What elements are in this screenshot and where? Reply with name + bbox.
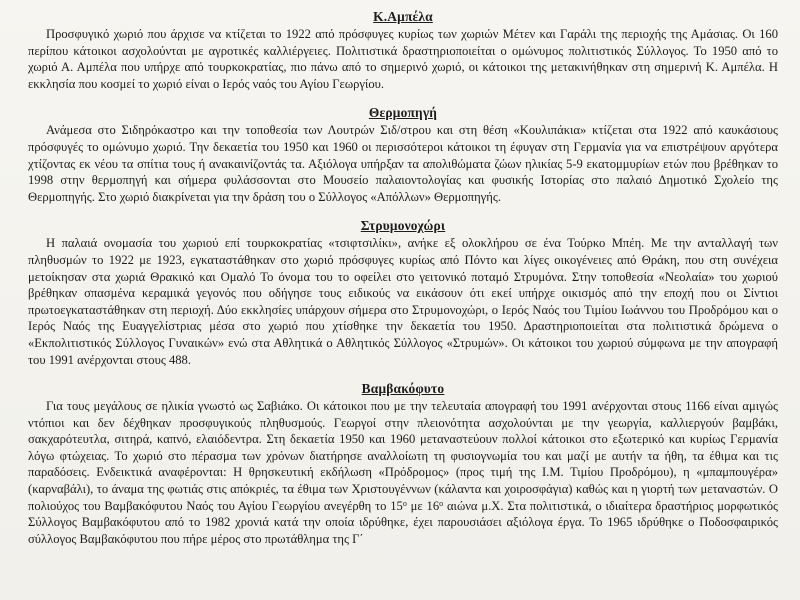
- section-title: Στρυμονοχώρι: [360, 218, 446, 234]
- section-thermopigi: [28, 104, 778, 205]
- superscript-ordinal: ο: [439, 498, 444, 508]
- section-body: Προσφυγικό χωριό που άρχισε να κτίζεται το 1922 από πρόσφυγες κυρίως των χωριών Μέτεν και Γαράλι της περιοχής της Αμάσιας. Οι 160 περίπου κάτοικοι ασχολούνται με αγροτικές καλλιέργειες. Πολιτιστικά δραστηριοποιείται ο ομώνυμος πολιτιστικός Σύλλογος. Το 1950 από το χωριό Α. Αμπέλα που υπήρχε από τουρκοκρατίας, πιο πάνω από το σημερινό χωριό, οι κάτοικοι της μετακινήθηκαν στη σημερινή Κ. Αμπέλα. Η εκκλησία που κοσμεί το χωριό είναι ο Ιερός ναός του Αγίου Γεωργίου.: [28, 27, 778, 91]
- section-title: Βαμβακόφυτο: [361, 381, 445, 397]
- superscript-ordinal: ο: [402, 498, 407, 508]
- section-title: Θερμοπηγή: [368, 105, 438, 121]
- body-text-part: με 16: [406, 498, 440, 513]
- body-text-part: Για τους μεγάλους σε ηλικία γνωστό ως Σαβιάκο. Οι κάτοικοι που με την τελευταία απογραφή του 1991 ανέρχονται στους 1166 είναι αμιγώς ντόπιοι και δεν δέχθηκαν προσφυγικούς πληθυσμούς. Γεωργοί στην πλειονότητα ασχολούνται με την γεωργία, καλλιεργούν βαμβάκι, σακχαρότευτλα, σιτηρά, καπνό, ελαιόδεντρα. Στη δεκαετία 1950 και 1960 μεταναστεύουν πολλοί κάτοικοι στο εξωτερικό και κυρίως Γερμανία λόγω φτώχειας. Το χωριό στο πέρασμα των χρόνων διατήρησε αναλλοίωτη τη φυσιογνωμία του και μαζί με αυτήν τα ήθη, τα έθιμα και τις παραδόσεις. Ενδεικτικά αναφέρονται: Η θρησκευτική εκδήλωση «Πρόδρομος» (προς τιμή της Ι.Μ. Τιμίου Προδρόμου), η «μπαμπουγέρα» (καρναβάλι), το άναμα της φωτιάς στις απόκριές, τα έθιμα των Χριστουγέννων (κάλαντα και χοιροσφάγια) καθώς και η γιορτή των μεταναστών. Ο πολιούχος του Βαμβακόφυτου Ναός του Αγίου Γεωργίου ανεγέρθη το 15: [28, 399, 778, 513]
- section-k-ampela: [28, 8, 778, 92]
- section-gap: [28, 92, 778, 104]
- section-vamvakofyto: [28, 380, 778, 547]
- section-body: Ανάμεσα στο Σιδηρόκαστρο και την τοποθεσία των Λουτρών Σιδ/στρου και στη θέση «Κουλιπάκια» κτίζεται στα 1922 από καυκάσιους πρόσφυγές το ομώνυμο χωριό. Την δεκαετία του 1950 και 1960 οι περισσότεροι κάτοικοι τη έφυγαν στη Γερμανία για να επιστρέψουν αργότερα χτίζοντας εκ νέου τα σπίτια τους ή ανακαινίζοντάς τα. Αξιόλογα υπήρξαν τα απολιθώματα ζώων ηλικίας 5-9 εκατομμυρίων ετών που βρέθηκαν το 1998 στην θερμοπηγή και σήμερα φυλάσσονται στο Μουσείο παλαιοντολογίας και φυσικής Ιστορίας στο παλαιό Δημοτικό Σχολείο της Θερμοπηγής. Στο χωριό διακρίνεται για την δράση του ο Σύλλογος «Απόλλων» Θερμοπηγής.: [28, 123, 778, 204]
- section-strymonochori: [28, 217, 778, 368]
- body-text-part: αιώνα μ.Χ. Στα πολιτιστικά, ο ιδιαίτερα δραστήριος μορφωτικός Σύλλογος Βαμβακόφυτου από το 1982 χρονιά κατά την οποία ιδρύθηκε, έχει παρουσιάσει αξιόλογα έργα. Το 1965 ιδρύθηκε ο Ποδοσφαιρικός σύλλογος Βαμβακόφυτου που πήρε μέρος στο πρωτάθλημα της Γ΄: [28, 498, 778, 546]
- section-gap: [28, 205, 778, 217]
- section-body: Η παλαιά ονομασία του χωριού επί τουρκοκρατίας «τσιφτσιλίκι», ανήκε εξ ολοκλήρου σε ένα Τούρκο Μπέη. Με την ανταλλαγή των πληθυσμών το 1922 με 1923, εγκαταστάθηκαν στο χωριό πρόσφυγες κυρίως από Πόντο και λίγες οικογένειες από Θράκη, που στη συνέχεια μετοίκησαν στα χωριά Θρακικό και Ομαλό Το όνομα του το οφείλει στο γειτονικό ποταμό Στρυμόνα. Στην τοποθεσία «Νεολαία» του χωριού βρέθηκαν σπασμένα κεραμικά γεγονός που οδήγησε τους ειδικούς να εικάσουν ότι εκεί υπήρχε οικισμός από την εποχή που οι Σίντιοι πρωτοεγκαταστάθηκαν στη περιοχή. Δύο εκκλησίες υπάρχουν σήμερα στο Στρυμονοχώρι, ο Ιερός Ναός του Τιμίου Ιωάννου του Προδρόμου και ο Ιερός Ναός της Ευαγγελίστριας μέσα στο χωριό που χτίσθηκε την δεκαετία του 1950. Δραστηριοποιείται στα πολιτιστικά δρώμενα ο «Εκπολιτιστικός Σύλλογος Γυναικών» ενώ στα Αθλητικά ο Αθλητικός Σύλλογος «Στρυμών». Οι κάτοικοι του χωριού σύμφωνα με την απογραφή του 1991 ανέρχονται στους 488.: [28, 236, 778, 367]
- section-gap: [28, 368, 778, 380]
- section-title: Κ.Αμπέλα: [373, 9, 433, 24]
- section-body: [28, 398, 778, 547]
